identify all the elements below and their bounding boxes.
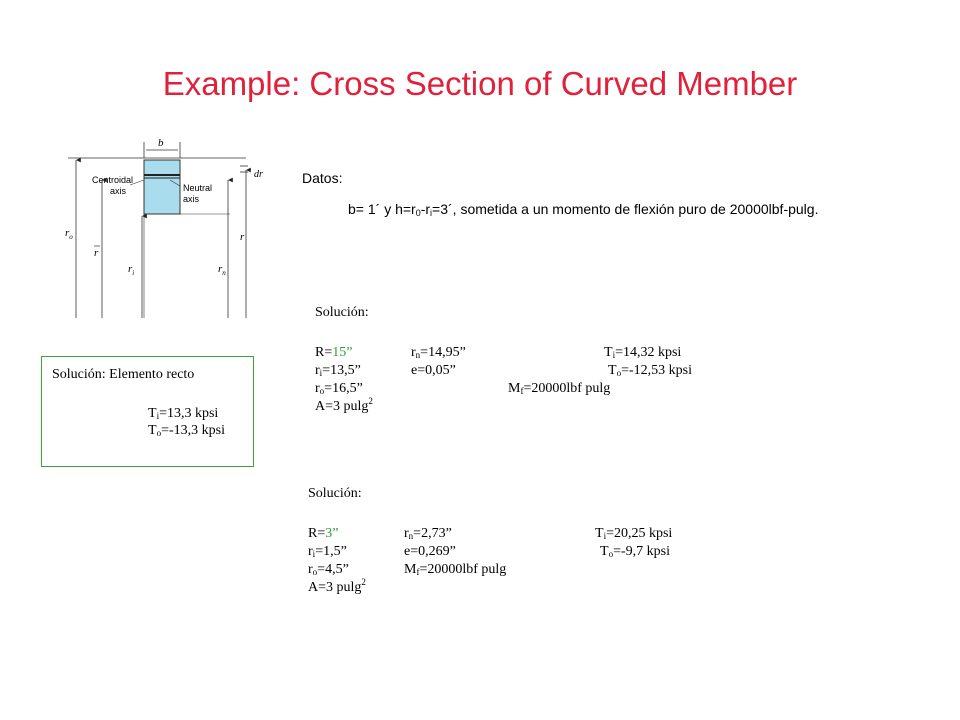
ro-label: $r_o$ (65, 227, 73, 241)
solution1-label: Solución: (315, 305, 369, 320)
section-rectangle (144, 160, 180, 214)
rbar-label: r (94, 247, 99, 259)
straight-to: $T_o=-13,3$ kpsi (148, 423, 225, 438)
rn-label: $r_n$ (218, 263, 226, 277)
solution1-rn: $r_n=14,95$” (411, 345, 466, 360)
solution1-e: e=0,05” (411, 363, 456, 378)
ri-label: $r_i$ (128, 263, 135, 277)
solution1-ro: $r_o=16,5$” (315, 381, 363, 396)
straight-ti: $T_i=13,3$ kpsi (148, 406, 219, 421)
centroidal-axis-label: Centroidal (92, 175, 134, 185)
solution2-label: Solución: (308, 486, 362, 501)
solution2-ro: $r_o=4,5$” (308, 562, 349, 577)
solution2-To: $T_o=-9,7$ kpsi (600, 544, 670, 559)
solution1-A: A=3 pulg$^2$ (315, 396, 373, 414)
solution2-e: e=0,269” (404, 544, 456, 559)
solution1-ri: $r_i=13,5$” (315, 363, 361, 378)
svg-text:axis: axis (183, 194, 200, 204)
solution1-Ti: $T_i=14,32$ kpsi (604, 345, 682, 360)
solution2-A: A=3 pulg$^2$ (308, 577, 366, 595)
straight-element-title: Solución: Elemento recto (52, 367, 195, 382)
b-label: b (158, 137, 164, 149)
svg-text:axis: axis (110, 186, 127, 196)
neutral-axis-label: Neutral (183, 183, 213, 193)
r-label: r (240, 231, 245, 243)
solution1-Mf: $M_f=20000lbf$ pulg (508, 381, 611, 396)
datos-label: Datos: (302, 170, 343, 186)
datos-text: b= 1´ y $h=r_0-r_i=3´$, sometida a un momento de flexión puro de 20000lbf-pulg. (348, 201, 819, 218)
dr-label: dr (254, 169, 263, 180)
cross-section-diagram (0, 0, 300, 330)
solution2-rn: $r_n=2,73$” (404, 526, 452, 541)
solution1-R: R=15” (315, 345, 353, 360)
solution2-R: R=3” (308, 526, 339, 541)
solution2-Mf: $M_f=20000lbf$ pulg (404, 562, 507, 577)
solution2-Ti: $T_i=20,25$ kpsi (595, 526, 673, 541)
solution1-To: $T_o=-12,53$ kpsi (608, 363, 692, 378)
page-title: Example: Cross Section of Curved Member (162, 65, 798, 102)
solution2-ri: $r_i=1,5$” (308, 544, 347, 559)
